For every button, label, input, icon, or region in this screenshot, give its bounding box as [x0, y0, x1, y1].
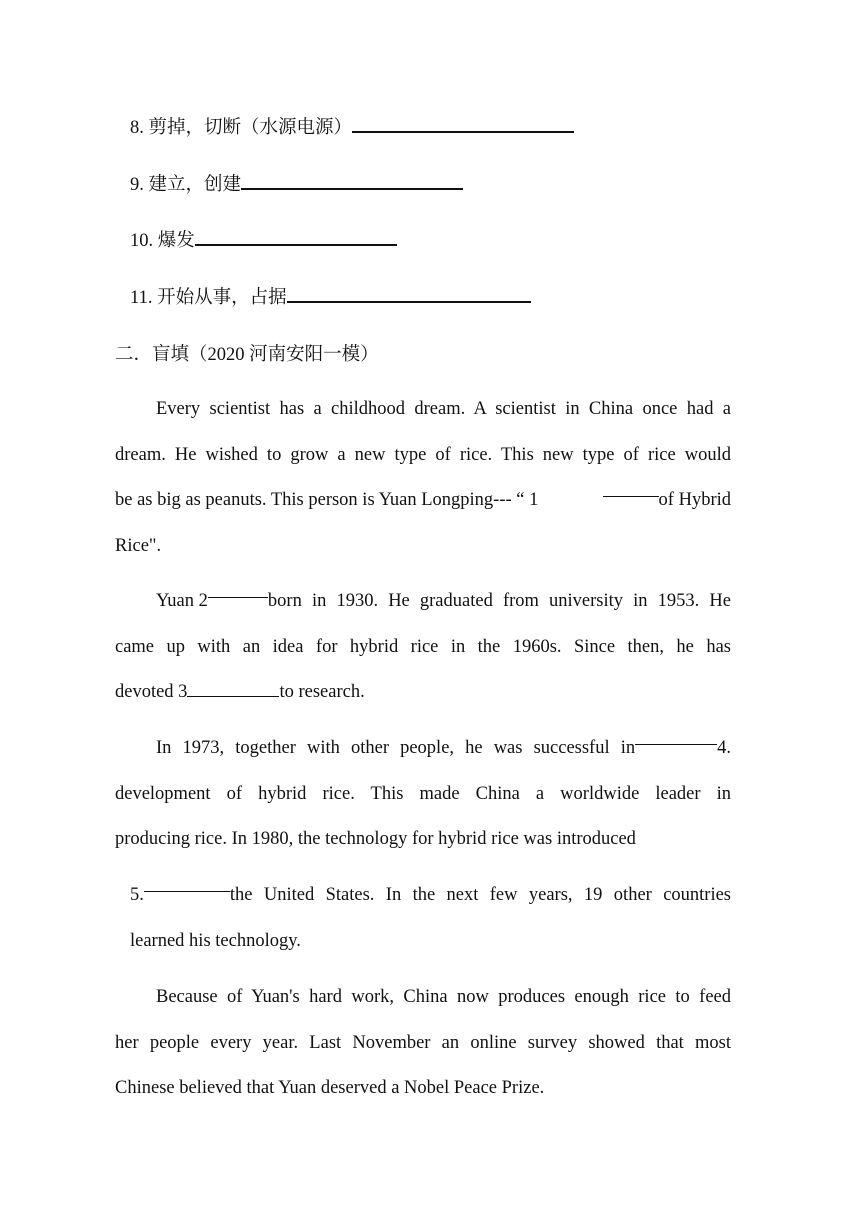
passage-line: came up with an idea for hybrid rice in the 1960s. Since then, he has	[115, 636, 731, 657]
vocab-item-label: 8. 剪掉，切断（水源电源）	[130, 118, 353, 138]
blank-2[interactable]	[208, 579, 268, 598]
passage-line: Rice".	[115, 535, 162, 556]
passage-line: development of hybrid rice. This made China a worldwide leader in	[115, 783, 731, 804]
passage-text: of Hybrid	[658, 490, 731, 510]
passage-text: born in 1930. He graduated from university in 1953. He	[267, 591, 731, 611]
passage-line	[115, 478, 731, 524]
passage-text: the United States. In the next few years, 19 other countries	[229, 885, 731, 905]
answer-blank[interactable]	[287, 283, 531, 303]
blank-1[interactable]	[603, 478, 659, 497]
passage-text: be as big as peanuts. This person is Yuan Longping--- “ 1	[115, 490, 539, 510]
passage-paragraph-3	[115, 726, 731, 863]
vocab-item-label: 9. 建立，创建	[130, 175, 242, 195]
passage-text: 4.	[717, 738, 731, 758]
answer-blank[interactable]	[195, 226, 397, 246]
passage-line: producing rice. In 1980, the technology for hybrid rice was introduced	[115, 829, 636, 849]
passage-line	[115, 579, 731, 625]
passage-paragraph-1	[115, 387, 731, 569]
passage-line	[130, 873, 731, 919]
vocab-item-label: 10. 爆发	[130, 231, 195, 251]
passage-line	[115, 670, 731, 716]
vocab-item-9	[130, 170, 463, 200]
passage-line: dream. He wished to grow a new type of rice. This new type of rice would	[115, 444, 731, 465]
passage-text: Yuan 2	[156, 591, 208, 611]
blank-5[interactable]	[144, 873, 230, 892]
vocab-item-11	[130, 283, 531, 313]
blank-3[interactable]	[187, 678, 279, 697]
section-heading: 二．盲填（2020 河南安阳一模）	[115, 345, 379, 365]
passage-line: her people every year. Last November an online survey showed that most	[115, 1032, 731, 1053]
vocab-item-8	[130, 113, 574, 143]
passage-text: 5.	[130, 885, 144, 905]
answer-blank[interactable]	[241, 170, 463, 190]
vocab-item-10	[130, 226, 397, 256]
passage-line	[115, 726, 731, 772]
passage-paragraph-5	[115, 975, 731, 1112]
passage-line: Chinese believed that Yuan deserved a Nobel Peace Prize.	[115, 1078, 545, 1098]
passage-paragraph-4	[130, 873, 731, 964]
passage-line: learned his technology.	[130, 930, 301, 951]
passage-line: Every scientist has a childhood dream. A scientist in China once had a	[156, 399, 731, 419]
answer-blank[interactable]	[352, 113, 574, 133]
passage-line: Because of Yuan's hard work, China now produces enough rice to feed	[156, 987, 731, 1007]
passage-paragraph-2	[115, 579, 731, 716]
passage-text: devoted 3	[115, 682, 188, 702]
vocab-item-label: 11. 开始从事，占据	[130, 288, 287, 308]
blank-4[interactable]	[635, 726, 717, 745]
passage-text: to research.	[279, 682, 365, 702]
passage-text: In 1973, together with other people, he was successful in	[156, 738, 636, 758]
